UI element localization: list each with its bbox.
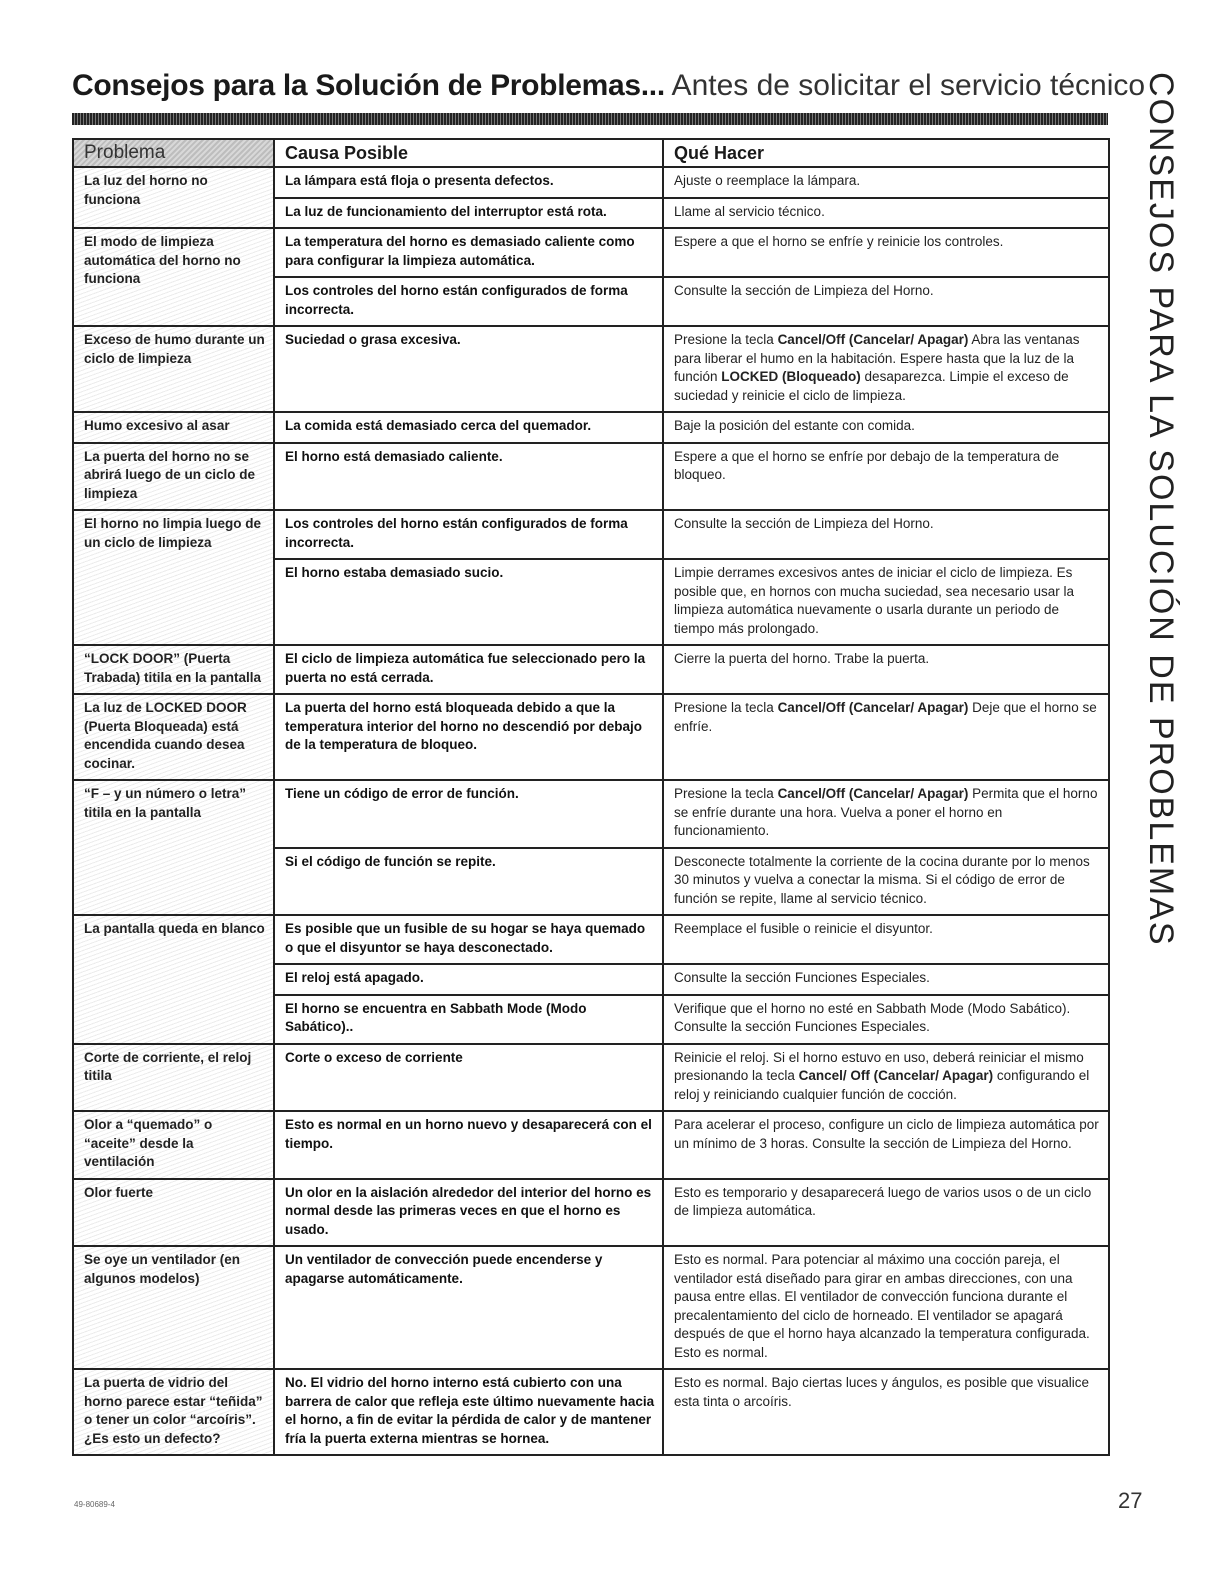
fix-cell: Espere a que el horno se enfríe y reinicie los controles. [663, 228, 1109, 277]
fix-cell: Desconecte totalmente la corriente de la cocina durante por lo menos 30 minutos y vuelva a conectar la misma. Si el código de error de función se repite, llame al servicio técnico. [663, 848, 1109, 916]
cause-cell: La luz de funcionamiento del interruptor está rota. [274, 198, 663, 229]
fix-cell: Ajuste o reemplace la lámpara. [663, 167, 1109, 198]
fix-key-label: Cancel/Off (Cancelar/ Apagar) [777, 786, 969, 801]
fix-key-label: Cancel/ Off (Cancelar/ Apagar) [798, 1068, 994, 1083]
table-row [73, 1369, 1109, 1455]
fix-cell [663, 694, 1109, 780]
problem-cell: La luz de LOCKED DOOR (Puerta Bloqueada) está encendida cuando desea cocinar. [73, 694, 274, 780]
cause-cell: Suciedad o grasa excesiva. [274, 326, 663, 412]
fix-text: Abra las ventanas para liberar el humo en la habitación. Espere hasta que la luz de la función [674, 332, 1080, 384]
cause-cell: La comida está demasiado cerca del quemador. [274, 412, 663, 443]
fix-key-label: Cancel/Off (Cancelar/ Apagar) [777, 332, 969, 347]
problem-cell: “LOCK DOOR” (Puerta Trabada) titila en la pantalla [73, 645, 274, 694]
fix-text: Presione la tecla [674, 700, 778, 715]
cause-cell: Corte o exceso de corriente [274, 1044, 663, 1112]
problem-cell: “F – y un número o letra” titila en la pantalla [73, 780, 274, 915]
fix-cell: Cierre la puerta del horno. Trabe la puerta. [663, 645, 1109, 694]
table-row [73, 510, 1109, 559]
page-title-subtitle: Antes de solicitar el servicio técnico [664, 69, 1146, 102]
troubleshooting-table [72, 138, 1110, 1456]
fix-text: Permita que el horno se enfríe durante una hora. Vuelva a poner el horno en funcionamiento. [674, 786, 1098, 838]
cause-cell: Un olor en la aislación alrededor del interior del horno es normal desde las primeras veces en que el horno es usado. [274, 1179, 663, 1247]
problem-cell: La puerta del horno no se abrirá luego de un ciclo de limpieza [73, 443, 274, 511]
problem-cell: Olor a “quemado” o “aceite” desde la ventilación [73, 1111, 274, 1179]
cause-cell: No. El vidrio del horno interno está cubierto con una barrera de calor que refleja este último nuevamente hacia el horno, a fin de evitar la pérdida de calor y de mantener fría la puerta externa mientras se hornea. [274, 1369, 663, 1455]
column-header-problem: Problema [73, 139, 274, 167]
table-row [73, 1044, 1109, 1112]
fix-cell: Espere a que el horno se enfríe por debajo de la temperatura de bloqueo. [663, 443, 1109, 511]
problem-cell: Olor fuerte [73, 1179, 274, 1247]
cause-cell: La temperatura del horno es demasiado caliente como para configurar la limpieza automática. [274, 228, 663, 277]
table-row [73, 1179, 1109, 1247]
cause-cell: La lámpara está floja o presenta defectos. [274, 167, 663, 198]
fix-cell: Verifique que el horno no esté en Sabbath Mode (Modo Sabático). Consulte la sección Funciones Especiales. [663, 995, 1109, 1044]
problem-cell: El horno no limpia luego de un ciclo de limpieza [73, 510, 274, 645]
cause-cell: Tiene un código de error de función. [274, 780, 663, 848]
column-header-fix: Qué Hacer [663, 139, 1109, 167]
fix-cell: Consulte la sección Funciones Especiales. [663, 964, 1109, 995]
problem-cell: Humo excesivo al asar [73, 412, 274, 443]
table-row [73, 167, 1109, 198]
problem-cell: La pantalla queda en blanco [73, 915, 274, 1044]
fix-cell: Consulte la sección de Limpieza del Horno. [663, 277, 1109, 326]
table-header-row [73, 139, 1109, 167]
table-row [73, 915, 1109, 964]
fix-key-label: Cancel/Off (Cancelar/ Apagar) [777, 700, 969, 715]
fix-cell: Esto es temporario y desaparecerá luego de varios usos o de un ciclo de limpieza automática. [663, 1179, 1109, 1247]
fix-cell: Esto es normal. Para potenciar al máximo una cocción pareja, el ventilador está diseñado para girar en ambas direcciones, con una pausa entre ellas. El ventilador de convección funciona durante el precalentamiento del ciclo de horneado. El ventilador se apagará después de que el horno haya alcanzado la temperatura configurada. Esto es normal. [663, 1246, 1109, 1369]
page-title-bold: Consejos para la Solución de Problemas... [72, 69, 665, 102]
cause-cell: El horno estaba demasiado sucio. [274, 559, 663, 645]
table-row [73, 228, 1109, 277]
cause-cell: El reloj está apagado. [274, 964, 663, 995]
problem-cell: Corte de corriente, el reloj titila [73, 1044, 274, 1112]
problem-cell: La luz del horno no funciona [73, 167, 274, 228]
fix-key-label: LOCKED (Bloqueado) [721, 369, 861, 384]
problem-cell: El modo de limpieza automática del horno no funciona [73, 228, 274, 326]
problem-cell: Exceso de humo durante un ciclo de limpieza [73, 326, 274, 412]
table-row [73, 326, 1109, 412]
problem-cell: La puerta de vidrio del horno parece estar “teñida” o tener un color “arcoíris”. ¿Es esto un defecto? [73, 1369, 274, 1455]
fix-cell [663, 1044, 1109, 1112]
cause-cell: Esto es normal en un horno nuevo y desaparecerá con el tiempo. [274, 1111, 663, 1179]
cause-cell: Los controles del horno están configurados de forma incorrecta. [274, 277, 663, 326]
fix-cell [663, 326, 1109, 412]
table-row [73, 1111, 1109, 1179]
table-row [73, 780, 1109, 848]
fix-text: Presione la tecla [674, 332, 778, 347]
cause-cell: Un ventilador de convección puede encenderse y apagarse automáticamente. [274, 1246, 663, 1369]
page-number: 27 [1118, 1488, 1143, 1513]
cause-cell: El horno se encuentra en Sabbath Mode (Modo Sabático).. [274, 995, 663, 1044]
fix-cell: Para acelerar el proceso, configure un ciclo de limpieza automática por un mínimo de 3 horas. Consulte la sección de Limpieza del Horno. [663, 1111, 1109, 1179]
fix-text: Deje que el horno se enfríe. [674, 700, 1097, 734]
fix-cell: Consulte la sección de Limpieza del Horno. [663, 510, 1109, 559]
title-rule [72, 113, 1108, 125]
fix-text: configurando el reloj y reiniciando cualquier función de cocción. [674, 1068, 1090, 1102]
fix-cell: Esto es normal. Bajo ciertas luces y ángulos, es posible que visualice esta tinta o arcoíris. [663, 1369, 1109, 1455]
fix-cell [663, 780, 1109, 848]
table-body [73, 167, 1109, 1455]
table-row [73, 443, 1109, 511]
fix-text: Reinicie el reloj. Si el horno estuvo en uso, deberá reiniciar el mismo presionando la tecla [674, 1049, 1084, 1083]
fix-text: Presione la tecla [674, 786, 778, 801]
column-header-cause: Causa Posible [274, 139, 663, 167]
cause-cell: El horno está demasiado caliente. [274, 443, 663, 511]
problem-cell: Se oye un ventilador (en algunos modelos) [73, 1246, 274, 1369]
page-title [72, 66, 1146, 106]
fix-cell: Limpie derrames excesivos antes de iniciar el ciclo de limpieza. Es posible que, en hornos con mucha suciedad, sea necesario usar la limpieza automática nuevamente o usarla durante un periodo de tiempo más prolongado. [663, 559, 1109, 645]
document-code: 49-80689-4 [74, 1500, 115, 1509]
fix-cell: Reemplace el fusible o reinicie el disyuntor. [663, 915, 1109, 964]
table-row [73, 694, 1109, 780]
fix-cell: Baje la posición del estante con comida. [663, 412, 1109, 443]
cause-cell: Es posible que un fusible de su hogar se haya quemado o que el disyuntor se haya desconectado. [274, 915, 663, 964]
fix-text: desaparezca. Limpie el exceso de suciedad y reinicie el ciclo de limpieza. [674, 369, 1069, 403]
table-row [73, 645, 1109, 694]
cause-cell: Si el código de función se repite. [274, 848, 663, 916]
table-row [73, 1246, 1109, 1369]
cause-cell: Los controles del horno están configurados de forma incorrecta. [274, 510, 663, 559]
cause-cell: La puerta del horno está bloqueada debido a que la temperatura interior del horno no descendió por debajo de la temperatura de bloqueo. [274, 694, 663, 780]
cause-cell: El ciclo de limpieza automática fue seleccionado pero la puerta no está cerrada. [274, 645, 663, 694]
fix-cell: Llame al servicio técnico. [663, 198, 1109, 229]
side-title: CONSEJOS PARA LA SOLUCIÓN DE PROBLEMAS [1142, 72, 1180, 947]
table-row [73, 412, 1109, 443]
